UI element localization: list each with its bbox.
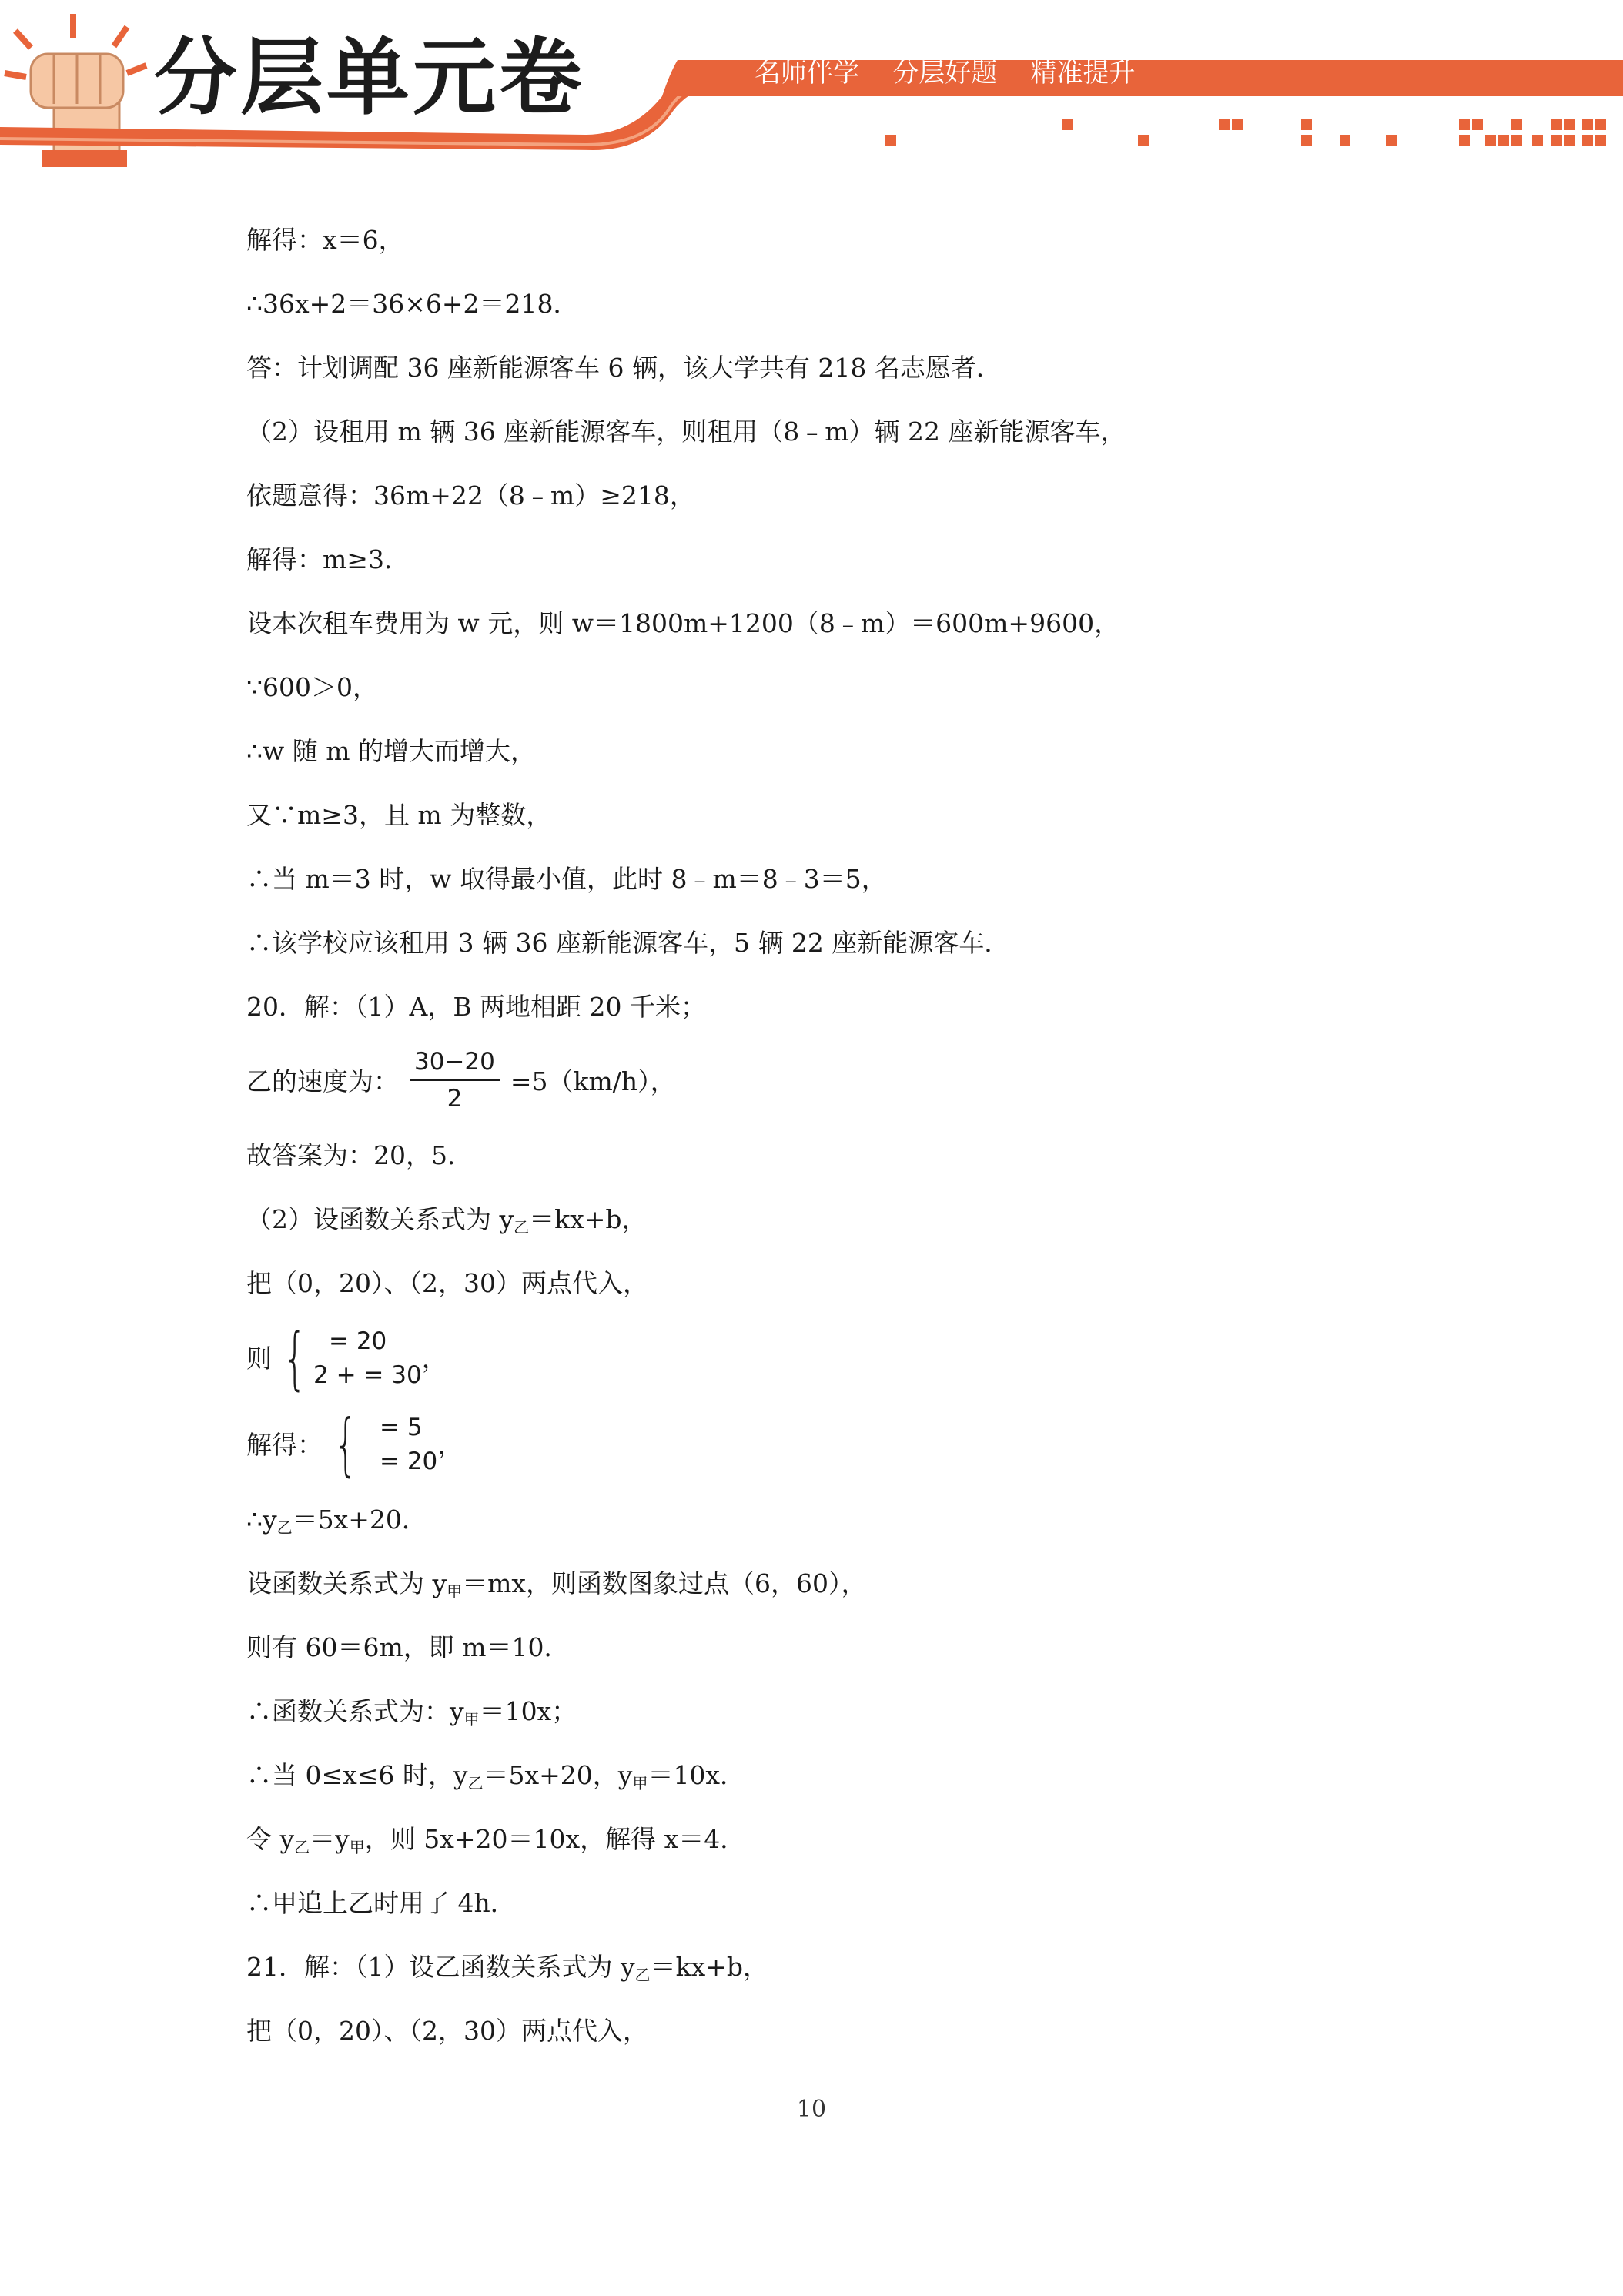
text-line: 把（0，20）、（2，30）两点代入， (246, 1268, 648, 1298)
text-line: 故答案为：20，5． (246, 1140, 473, 1170)
subscript-yi: 乙 (634, 1966, 651, 1984)
text-line: ∵600＞0， (246, 672, 378, 702)
text-line: 20．解：（1）A，B 两地相距 20 千米； (246, 992, 707, 1022)
text-line: 又∵m≥3，且 m 为整数， (246, 800, 552, 830)
line-text: ＝5x+20，y (483, 1760, 633, 1790)
text-line (246, 1807, 1447, 1871)
system-prefix: 解得： (246, 1429, 323, 1460)
fraction-numerator: 30−20 (410, 1049, 500, 1081)
line-text: ＝kx+b， (529, 1204, 648, 1234)
text-line: ∴甲追上乙时用了 4h． (246, 1888, 516, 1918)
line-text: ∴y (246, 1504, 277, 1535)
text-line: 解得：x＝6， (246, 225, 404, 255)
page-number: 10 (796, 2096, 827, 2123)
text-line: ∴w 随 m 的增大而增大， (246, 736, 537, 766)
line-text: ∴函数关系式为：y (246, 1696, 464, 1726)
header-slogan: 名师伴学 分层好题 精准提升 (755, 58, 1136, 89)
text-line (246, 1551, 1447, 1615)
page-header (0, 0, 1623, 185)
line-text: ∴当 0≤x≤6 时，y (246, 1760, 468, 1790)
subscript-yi: 乙 (276, 1518, 293, 1537)
text-line (246, 1488, 1447, 1551)
text-line: （2）设租用 m 辆 36 座新能源客车，则租用（8﹣m）辆 22 座新能源客车， (246, 417, 1126, 447)
system-row: = 5 (380, 1414, 423, 1441)
subscript-yi: 乙 (294, 1838, 310, 1856)
text-line: ∴当 m＝3 时，w 取得最小值，此时 8﹣m＝8﹣3＝5， (246, 864, 887, 894)
equation-system-1 (246, 1315, 1447, 1401)
text-line (246, 1935, 1447, 1999)
text-line: 答：计划调配 36 座新能源客车 6 辆，该大学共有 218 名志愿者． (246, 353, 1002, 383)
line-text: ＝y (310, 1824, 350, 1854)
solution-content (246, 208, 1447, 2063)
left-brace-icon: { (283, 1318, 307, 1397)
speed-formula-line (246, 1039, 1447, 1123)
subscript-jia: 甲 (632, 1774, 648, 1792)
line-text: ，则 5x+20＝10x，解得 x＝4． (364, 1824, 746, 1854)
speed-suffix: =5（km/h）， (510, 1066, 676, 1096)
line-text: ＝10x． (648, 1760, 746, 1790)
line-text: ＝mx，则函数图象过点（6，60）， (462, 1568, 867, 1598)
system-row: = 20 (329, 1327, 387, 1355)
text-line: ∴该学校应该租用 3 辆 36 座新能源客车，5 辆 22 座新能源客车． (246, 928, 1010, 958)
text-line: 依题意得：36m+22（8﹣m）≥218， (246, 480, 695, 510)
line-text: ＝kx+b， (650, 1952, 769, 1982)
equation-system-2 (246, 1401, 1447, 1488)
fraction-denominator: 2 (447, 1085, 463, 1113)
text-line: ∴36x+2＝36×6+2＝218． (246, 289, 579, 319)
system-rows (313, 1324, 422, 1392)
text-line: 设本次租车费用为 w 元，则 w＝1800m+1200（8﹣m）＝600m+9600， (246, 608, 1120, 638)
subscript-yi: 乙 (467, 1774, 484, 1792)
subscript-yi: 乙 (514, 1218, 530, 1237)
line-text: 21．解：（1）设乙函数关系式为 y (246, 1952, 635, 1982)
text-line (246, 1743, 1447, 1807)
text-line (246, 1679, 1447, 1743)
system-suffix: ， (421, 1343, 447, 1374)
line-text: 令 y (246, 1824, 295, 1854)
speed-fraction (410, 1049, 500, 1113)
speed-prefix: 乙的速度为： (246, 1066, 399, 1096)
left-brace-icon: { (333, 1404, 358, 1484)
text-line: 解得：m≥3． (246, 544, 410, 574)
subscript-jia: 甲 (463, 1710, 480, 1729)
line-text: （2）设函数关系式为 y (246, 1204, 514, 1234)
text-line (246, 1187, 1447, 1251)
system-prefix: 则 (246, 1343, 272, 1374)
system-row: 2 + = 30 (313, 1361, 422, 1389)
system-rows (364, 1411, 437, 1478)
line-text: ＝5x+20． (292, 1504, 427, 1535)
brand-title: 分层单元卷 (154, 30, 586, 126)
system-row: = 20 (380, 1448, 438, 1475)
text-line: 则有 60＝6m，即 m＝10． (246, 1632, 570, 1662)
subscript-jia: 甲 (447, 1582, 463, 1601)
text-line: 把（0，20）、（2，30）两点代入， (246, 2016, 648, 2046)
system-suffix: ， (437, 1429, 463, 1460)
line-text: 设函数关系式为 y (246, 1568, 447, 1598)
subscript-jia: 甲 (349, 1838, 365, 1856)
line-text: ＝10x； (479, 1696, 577, 1726)
